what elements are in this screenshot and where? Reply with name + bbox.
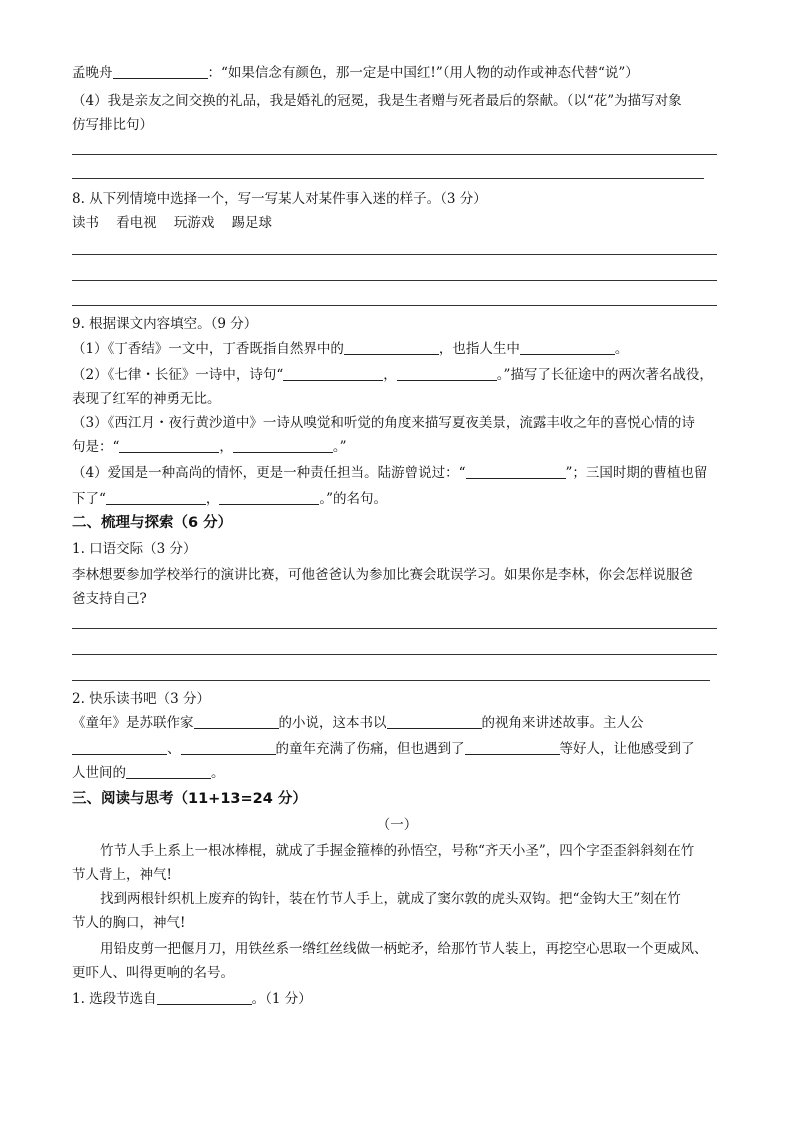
q7-meng-line: 孟晚舟 ：“如果信念有颜色，那一定是中国红!”（用人物的动作或神态代替“说”） [72, 65, 639, 81]
blank[interactable] [126, 764, 211, 779]
passage-part-label: （一） [376, 817, 418, 833]
answer-line[interactable] [72, 680, 710, 681]
answer-line[interactable] [72, 154, 717, 155]
q9-item3-line2: 句是：“ ， 。” [72, 439, 347, 455]
passage-p1-line2: 节人背上，神气! [72, 867, 172, 883]
q9-item4: （4）爱国是一种高尚的情怀，更是一种责任担当。陆游曾说过：“ ”；三国时期的曹植也留 [72, 465, 708, 481]
section-heading-3: 三、阅读与思考（11+13=24 分） [72, 791, 307, 807]
q9-item2-line2: 表现了红军的神勇无比。 [72, 391, 221, 407]
blank[interactable] [283, 366, 383, 381]
sec2-q2-line1: 《童年》是苏联作家 的小说，这本书以 的视角来讲述故事。主人公 [72, 715, 644, 731]
q7-item4-line1: （4）我是亲友之间交换的礼品，我是婚礼的冠冕，我是生者赠与死者最后的祭献。（以“花”为描写对象 [72, 93, 682, 109]
blank[interactable] [113, 64, 208, 79]
blank[interactable] [520, 340, 615, 355]
q7-item4-line2: 仿写排比句） [72, 117, 153, 133]
blank[interactable] [106, 490, 206, 505]
blank[interactable] [72, 740, 167, 755]
passage-p3-line1: 用铅皮剪一把偃月刀，用铁丝系一绺红丝线做一柄蛇矛，给那竹节人装上，再挖空心思取一个更威风、 [100, 941, 708, 957]
q9-item4-line2: 下了“ ， 。”的名句。 [72, 491, 388, 507]
blank[interactable] [194, 714, 279, 729]
sec2-q2-line3: 人世间的 。 [72, 765, 225, 781]
blank[interactable] [219, 490, 319, 505]
sec3-q1: 1. 选段节选自 。（1 分） [72, 991, 312, 1007]
q9-item1: （1）《丁香结》一文中，丁香既指自然界中的 ，也指人生中 。 [72, 341, 629, 357]
sec2-q1-line1: 李林想要参加学校举行的演讲比赛，可他爸爸认为参加比赛会耽误学习。如果你是李林，你会怎样说服爸 [72, 567, 693, 583]
passage-p1-line1: 竹节人手上系上一根冰棒棍，就成了手握金箍棒的孙悟空，号称“齐天小圣”，四个字歪歪斜斜刻在竹 [100, 843, 695, 859]
q8-options: 读书 看电视 玩游戏 踢足球 [72, 215, 272, 231]
q9-title: 9. 根据课文内容填空。（9 分） [72, 316, 258, 332]
answer-line[interactable] [72, 654, 717, 655]
section-heading-2: 二、梳理与探索（6 分） [72, 515, 233, 531]
blank[interactable] [157, 990, 252, 1005]
blank[interactable] [119, 438, 219, 453]
blank[interactable] [181, 740, 276, 755]
answer-line[interactable] [72, 628, 717, 629]
sec2-q2-title: 2. 快乐读书吧（3 分） [72, 691, 211, 707]
answer-line[interactable] [72, 280, 717, 281]
q8-title: 8. 从下列情境中选择一个，写一写某人对某件事入迷的样子。（3 分） [72, 191, 487, 207]
blank[interactable] [465, 740, 560, 755]
answer-line[interactable] [72, 178, 704, 179]
blank[interactable] [344, 340, 439, 355]
passage-p2-line2: 节人的胸口，神气! [72, 915, 186, 931]
sec2-q1-title: 1. 口语交际（3 分） [72, 541, 197, 557]
sec2-q2-line2: 、 的童年充满了伤痛，但也遇到了 等好人，让他感受到了 [72, 740, 695, 758]
blank[interactable] [233, 438, 333, 453]
answer-line[interactable] [72, 254, 717, 255]
sec2-q1-line2: 爸支持自己? [72, 591, 147, 607]
passage-p3-line2: 更吓人、叫得更响的名号。 [72, 965, 234, 981]
q9-item2: （2）《七律・长征》一诗中，诗句“ ， 。”描写了长征途中的两次著名战役， [72, 367, 713, 383]
blank[interactable] [466, 464, 566, 479]
blank[interactable] [397, 366, 497, 381]
answer-line[interactable] [72, 305, 717, 306]
q9-item3-line1: （3）《西江月・夜行黄沙道中》一诗从嗅觉和听觉的角度来描写夏夜美景，流露丰收之年的喜悦心情的诗 [72, 415, 695, 431]
blank[interactable] [387, 714, 482, 729]
passage-p2-line1: 找到两根针织机上废弃的钩针，装在竹节人手上，就成了窦尔敦的虎头双钩。把“金钩大王”刻在竹 [100, 891, 681, 907]
